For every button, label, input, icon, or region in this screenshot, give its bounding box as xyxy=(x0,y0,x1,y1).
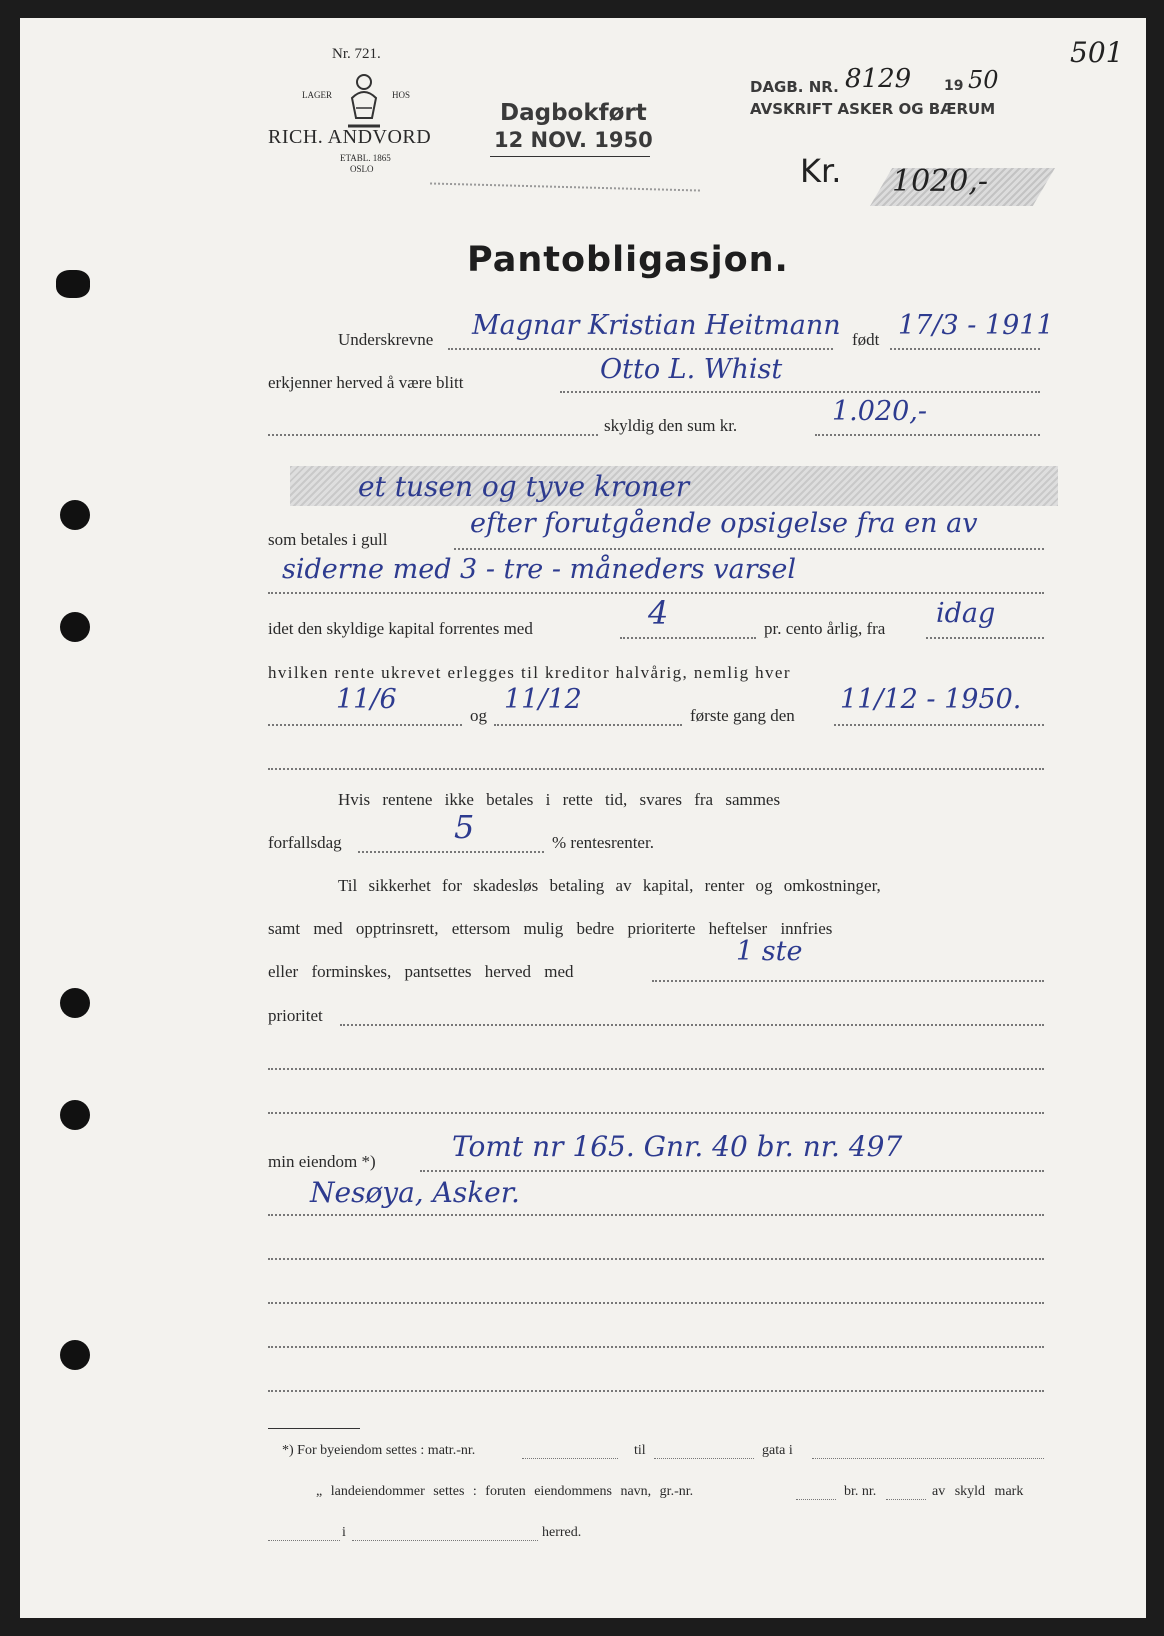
hos-label: HOS xyxy=(392,90,411,100)
property-line-2 xyxy=(268,1214,1044,1216)
property-label: min eiendom *) xyxy=(268,1152,376,1171)
per-cent-label: pr. cento årlig, fra xyxy=(764,619,886,638)
footnote-dots xyxy=(268,1540,340,1541)
payable-label: som betales i gull xyxy=(268,530,388,549)
publisher-name: RICH. ANDVORD xyxy=(268,126,432,148)
stamp-underline xyxy=(490,156,650,157)
footnote-line-3b: herred. xyxy=(542,1525,582,1540)
sum-in-words: et tusen og tyve kroner xyxy=(358,470,690,503)
birth-date: 17/3 - 1911 xyxy=(898,310,1054,341)
blank-line xyxy=(268,1068,1044,1070)
priority-text: samt med opptrinsrett, ettersom mulig bedre prioriterte heftelser innfries xyxy=(268,919,833,938)
creditor-line xyxy=(560,391,1040,393)
dagb-year-prefix: 19 xyxy=(944,78,964,94)
stamp-dotted-line xyxy=(430,182,700,191)
property-line-2-text: Nesøya, Asker. xyxy=(310,1176,520,1209)
blank-line xyxy=(268,1346,1044,1348)
interest-from: idag xyxy=(936,598,996,629)
blank-line xyxy=(268,434,598,436)
document-title: Pantobligasjon. xyxy=(467,240,789,280)
punch-hole xyxy=(56,270,90,298)
footnote-dots xyxy=(812,1458,1044,1459)
footnote-dots xyxy=(654,1458,754,1459)
publisher-logo-icon xyxy=(342,68,386,134)
footnote-dots xyxy=(886,1499,926,1500)
debtor-name: Magnar Kristian Heitmann xyxy=(472,310,841,341)
dagb-number: 8129 xyxy=(845,64,912,94)
footnote-dots xyxy=(522,1458,618,1459)
punch-hole xyxy=(60,988,90,1018)
blank-line xyxy=(340,1024,1044,1026)
first-payment-date: 11/12 - 1950. xyxy=(840,684,1022,715)
form-number: Nr. 721. xyxy=(332,46,381,62)
rate-line xyxy=(620,637,756,639)
and-label: og xyxy=(470,706,487,725)
penalty-rate: 5 xyxy=(454,808,475,846)
publisher-established: ETABL. 1865 xyxy=(340,153,391,163)
sum-line xyxy=(815,434,1040,436)
debtor-line xyxy=(448,348,833,350)
stamp-dagbokfort: Dagbokført xyxy=(500,100,647,126)
terms-line-1 xyxy=(454,548,1044,550)
interest-date-2: 11/12 xyxy=(504,684,582,715)
first-date-line xyxy=(834,724,1044,726)
due-date-label: forfallsdag xyxy=(268,833,342,852)
stamp-date: 12 NOV. 1950 xyxy=(494,128,653,152)
late-payment-text: Hvis rentene ikke betales i rette tid, svares fra sammes xyxy=(338,790,781,809)
birth-line xyxy=(890,348,1040,350)
creditor-name: Otto L. Whist xyxy=(600,354,783,385)
footnote-dots xyxy=(796,1499,836,1500)
blank-line xyxy=(268,768,1044,770)
footnote-line-3a: i xyxy=(342,1525,346,1540)
amount-label: Kr. xyxy=(800,152,842,190)
blank-line xyxy=(268,1302,1044,1304)
punch-hole xyxy=(60,1340,90,1370)
footnote-line-2b: br. nr. xyxy=(844,1484,877,1499)
amount-value: 1020,- xyxy=(892,164,989,199)
sum-amount: 1.020,- xyxy=(832,396,928,427)
blank-line xyxy=(268,1258,1044,1260)
born-label: født xyxy=(852,330,880,349)
dagb-year: 50 xyxy=(968,66,999,94)
punch-hole xyxy=(60,500,90,530)
footnote-line-2a: „ landeiendommer settes : foruten eiendommens navn, gr.-nr. xyxy=(316,1484,694,1499)
owes-label: skyldig den sum kr. xyxy=(604,416,738,435)
interest-date-1: 11/6 xyxy=(336,684,397,715)
footnote-dots xyxy=(352,1540,538,1541)
priority-label: prioritet xyxy=(268,1006,323,1025)
footnote-line-1a: *) For byeiendom settes : matr.-nr. xyxy=(282,1443,476,1458)
first-time-label: første gang den xyxy=(690,706,795,725)
publisher-city: OSLO xyxy=(350,164,374,174)
terms-line-1-text: efter forutgående opsigelse fra en av xyxy=(470,508,978,539)
document-page xyxy=(20,18,1146,1618)
penalty-line xyxy=(358,851,544,853)
property-line-1-text: Tomt nr 165. Gnr. 40 br. nr. 497 xyxy=(452,1130,903,1163)
footnote-line-1b: til xyxy=(634,1443,646,1458)
footnote-line-1c: gata i xyxy=(762,1443,793,1458)
blank-line xyxy=(268,1112,1044,1114)
blank-line xyxy=(268,1390,1044,1392)
footnote-rule xyxy=(268,1428,360,1429)
half-yearly-text: hvilken rente ukrevet erlegges til kreditor halvårig, nemlig hver xyxy=(268,663,791,682)
property-line-1 xyxy=(420,1170,1044,1172)
undersigned-label: Underskrevne xyxy=(338,330,434,349)
date2-line xyxy=(494,724,682,726)
security-text: Til sikkerhet for skadesløs betaling av kapital, renter og omkostninger, xyxy=(338,876,881,895)
lager-label: LAGER xyxy=(302,90,332,100)
from-line xyxy=(926,637,1044,639)
date1-line xyxy=(268,724,462,726)
acknowledge-label: erkjenner herved å være blitt xyxy=(268,373,464,392)
interest-label: idet den skyldige kapital forrentes med xyxy=(268,619,533,638)
footnote-line-2c: av skyld mark xyxy=(932,1484,1024,1499)
terms-line-2-text: siderne med 3 - tre - måneders varsel xyxy=(282,554,796,585)
priority-line xyxy=(652,980,1044,982)
page-number: 501 xyxy=(1070,36,1124,69)
penalty-label: % rentesrenter. xyxy=(552,833,654,852)
priority-value: 1 ste xyxy=(736,936,803,967)
pledge-text: eller forminskes, pantsettes herved med xyxy=(268,962,574,981)
punch-hole xyxy=(60,1100,90,1130)
dagb-nr-label: DAGB. NR. xyxy=(750,78,839,96)
punch-hole xyxy=(60,612,90,642)
stamp-avskrift: AVSKRIFT ASKER OG BÆRUM xyxy=(750,100,996,118)
interest-rate: 4 xyxy=(648,594,669,632)
